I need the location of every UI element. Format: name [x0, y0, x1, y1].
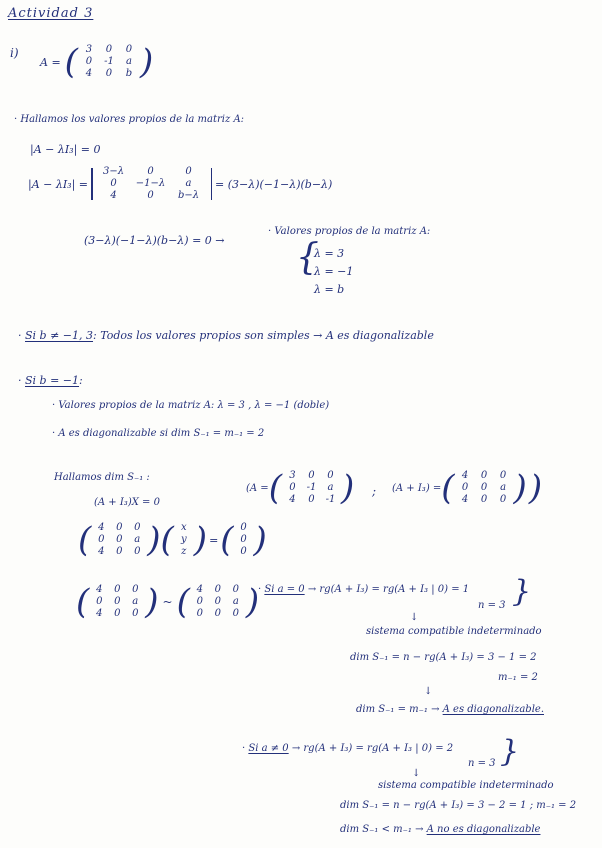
tilde-sign: ~ [162, 595, 173, 609]
case1-text: : Todos los valores propios son simples → A es diagonalizable [93, 329, 434, 342]
sub-an0-n: n = 3 [468, 758, 496, 769]
matrix-cell: a [327, 482, 334, 493]
matrix-cell: 0 [308, 494, 315, 505]
reduction-matrix-2 [190, 584, 246, 620]
matrix-cell: 0 [105, 44, 113, 55]
sub-an0-line: · Si a ≠ 0 → rg(A + I₃) = rg(A + I₃ | 0) = 2 [242, 743, 454, 754]
matrix-cell: a [125, 56, 132, 67]
matrix-cell: 0 [480, 494, 488, 505]
det-cell: 0 [147, 190, 154, 201]
matrix-cell: 0 [232, 584, 240, 595]
matrix-cell: 3 [85, 44, 93, 55]
sub-a0-n: n = 3 [478, 600, 506, 611]
det-cell: 3−λ [102, 166, 125, 177]
text-hallamos-valores: · Hallamos los valores propios de la matriz A: [14, 114, 245, 125]
system-matrix-equation [78, 522, 267, 558]
vector-cell: y [180, 534, 187, 545]
matrix-cell: a [134, 534, 141, 545]
matrix-cell: 0 [132, 608, 139, 619]
sub-an0-concl-lhs: dim S₋₁ < m₋₁ → [340, 824, 424, 835]
reduction-matrix-1 [89, 584, 145, 620]
lambda-1: λ = 3 [314, 247, 345, 260]
matrix-cell: 0 [85, 56, 93, 67]
eq-zero: (3−λ)(−1−λ)(b−λ) = 0 → [84, 234, 225, 247]
matrix-cell: 0 [308, 470, 315, 481]
char-equation: |A − λI₃| = 0 [30, 143, 101, 156]
matrix-cell: a [500, 482, 507, 493]
matrix-cell: -1 [306, 482, 317, 493]
right-paren: ) [145, 582, 159, 622]
matrix-cell: 0 [196, 608, 204, 619]
a-plus-i [455, 470, 514, 506]
det-cell: 0 [147, 166, 154, 177]
matrix-cell: 0 [289, 482, 296, 493]
left-paren: ( [220, 520, 234, 560]
sub-a0-conclusion: A es diagonalizable. [442, 704, 544, 715]
case1-condition: Si b ≠ −1, 3 [25, 329, 94, 342]
matrix-cell: 0 [116, 546, 123, 557]
matrix-cell: 4 [196, 584, 204, 595]
row-reduction [76, 584, 259, 620]
case2-condition: Si b = −1 [25, 374, 80, 387]
case2-colon: : [79, 374, 83, 387]
brace-right: } [512, 574, 532, 609]
left-paren: ( [64, 42, 78, 82]
matrix-cell: 0 [196, 596, 204, 607]
matrix-cell: 0 [461, 482, 469, 493]
matrix-cell: 0 [134, 546, 141, 557]
matrix-cell: 4 [98, 522, 105, 533]
vector-cell: x [180, 522, 187, 533]
det-bar-left [91, 168, 93, 200]
matrix-cell: 0 [116, 534, 123, 545]
a-matrix-repeat [246, 470, 354, 506]
matrix-cell: 0 [98, 534, 105, 545]
matrix-cell: 4 [461, 470, 469, 481]
matrix-a [78, 44, 140, 80]
det-cell: 4 [110, 190, 117, 201]
det-rhs: = (3−λ)(−1−λ)(b−λ) [215, 177, 333, 191]
system-matrix [91, 522, 147, 558]
matrix-a-label: A = [40, 55, 61, 69]
item-label: i) [10, 46, 19, 60]
matrix-cell: 0 [499, 494, 507, 505]
matrix-cell: 0 [116, 522, 123, 533]
system-equation: (A + I₃)X = 0 [94, 497, 160, 508]
matrix-cell: 4 [85, 68, 93, 79]
right-paren: ) [147, 520, 161, 560]
page-title: Actividad 3 [8, 6, 94, 21]
left-paren: ( [78, 520, 92, 560]
matrix-cell: 0 [214, 584, 222, 595]
matrix-cell: 0 [327, 470, 334, 481]
right-paren: ) [193, 520, 208, 560]
equals-sign: = [209, 533, 219, 547]
matrix-cell: 3 [289, 470, 296, 481]
right-paren: ) [340, 468, 355, 508]
down-arrow: ↓ [412, 768, 421, 779]
matrix-cell: 0 [105, 68, 113, 79]
matrix-cell: 0 [480, 482, 488, 493]
matrix-cell: 0 [114, 596, 121, 607]
x-vector [174, 522, 194, 558]
matrix-cell: 0 [125, 44, 133, 55]
down-arrow: ↓ [424, 686, 433, 697]
down-arrow: ↓ [410, 612, 419, 623]
left-paren: ( [268, 468, 282, 508]
lambda-brace: { [296, 237, 319, 278]
matrix-cell: 0 [480, 470, 488, 481]
matrix-cell: 0 [114, 584, 121, 595]
det-cell: −1−λ [135, 178, 166, 189]
left-paren: ( [441, 468, 455, 508]
zero-vector [234, 522, 254, 558]
sub-a0-sci: sistema compatible indeterminado [366, 626, 542, 637]
sub-an0-sci: sistema compatible indeterminado [378, 780, 554, 791]
right-paren: ) [139, 42, 154, 82]
vector-cell: 0 [240, 534, 247, 545]
sub-a0-rank: → rg(A + I₃) = rg(A + I₃ | 0) = 1 [307, 584, 470, 595]
left-paren: ( [160, 520, 174, 560]
vector-cell: 0 [240, 546, 247, 557]
a-matrix [282, 470, 341, 506]
sub-a0-line: · Si a = 0 → rg(A + I₃) = rg(A + I₃ | 0) = 1 [258, 584, 470, 595]
lambda-3: λ = b [314, 283, 345, 296]
det-cell: 0 [110, 178, 117, 189]
semicolon: ; [372, 484, 377, 498]
case2-line: · Si b = −1: [18, 374, 83, 387]
matrix-cell: -1 [325, 494, 336, 505]
det-cell: b−λ [177, 190, 200, 201]
matrix-cell: a [232, 596, 239, 607]
matrix-cell: 4 [461, 494, 469, 505]
sub-an0-condition: Si a ≠ 0 [248, 743, 289, 754]
sub-an0-dim: dim S₋₁ = n − rg(A + I₃) = 3 − 2 = 1 ; m₋₁ = 2 [340, 800, 577, 811]
matrix-a-block [40, 44, 153, 80]
a-plus-i-label: (A + I₃) = [392, 482, 442, 494]
case2-diag-condition: · A es diagonalizable si dim S₋₁ = m₋₁ = 2 [52, 428, 265, 439]
sub-a0-concl-lhs: dim S₋₁ = m₋₁ → [356, 704, 440, 715]
matrix-cell: 0 [232, 608, 240, 619]
right-paren: ) [245, 582, 260, 622]
matrix-cell: 0 [214, 608, 222, 619]
right-paren: ) [513, 468, 527, 508]
matrix-cell: 0 [134, 522, 141, 533]
matrix-cell: 4 [98, 546, 105, 557]
det-bar-right [211, 168, 213, 200]
sub-a0-m: m₋₁ = 2 [498, 672, 538, 683]
a-plus-i-matrix [392, 470, 542, 506]
det-lhs: |A − λI₃| = [28, 177, 89, 191]
matrix-cell: 0 [96, 596, 103, 607]
hallamos-dim: Hallamos dim S₋₁ : [54, 472, 150, 483]
case1-line: · Si b ≠ −1, 3: Todos los valores propios son simples → A es diagonalizable [18, 329, 434, 342]
big-close-paren: ) [528, 468, 543, 508]
matrix-cell: 0 [499, 470, 507, 481]
matrix-cell: 0 [114, 608, 121, 619]
vector-cell: z [181, 546, 187, 557]
left-paren: ( [76, 582, 90, 622]
case2-valores: · Valores propios de la matriz A: λ = 3 , λ = −1 (doble) [52, 400, 330, 411]
sub-a0-dim: dim S₋₁ = n − rg(A + I₃) = 3 − 1 = 2 [350, 652, 537, 663]
det-cell: 0 [185, 166, 192, 177]
sub-a0-condition: Si a = 0 [264, 584, 305, 595]
det-matrix [96, 166, 208, 202]
matrix-cell: 4 [96, 584, 103, 595]
sub-a0-conclusion-line [356, 704, 544, 715]
lambda-2: λ = −1 [314, 265, 354, 278]
valores-header: · Valores propios de la matriz A: [268, 226, 431, 237]
det-cell: a [185, 178, 192, 189]
a-equals-label: (A = [246, 482, 269, 494]
matrix-cell: b [125, 68, 133, 79]
sub-an0-conclusion: A no es diagonalizable [426, 824, 541, 835]
right-paren: ) [253, 520, 267, 560]
sub-an0-rank: → rg(A + I₃) = rg(A + I₃ | 0) = 2 [291, 743, 454, 754]
matrix-cell: -1 [104, 56, 114, 67]
sub-an0-conclusion-line [340, 824, 540, 835]
matrix-cell: 4 [96, 608, 103, 619]
matrix-cell: 0 [214, 596, 222, 607]
matrix-cell: a [132, 596, 139, 607]
matrix-cell: 0 [132, 584, 139, 595]
vector-cell: 0 [240, 522, 247, 533]
determinant-block [28, 166, 332, 202]
brace-right: } [500, 734, 520, 769]
left-paren: ( [176, 582, 190, 622]
matrix-cell: 4 [289, 494, 296, 505]
